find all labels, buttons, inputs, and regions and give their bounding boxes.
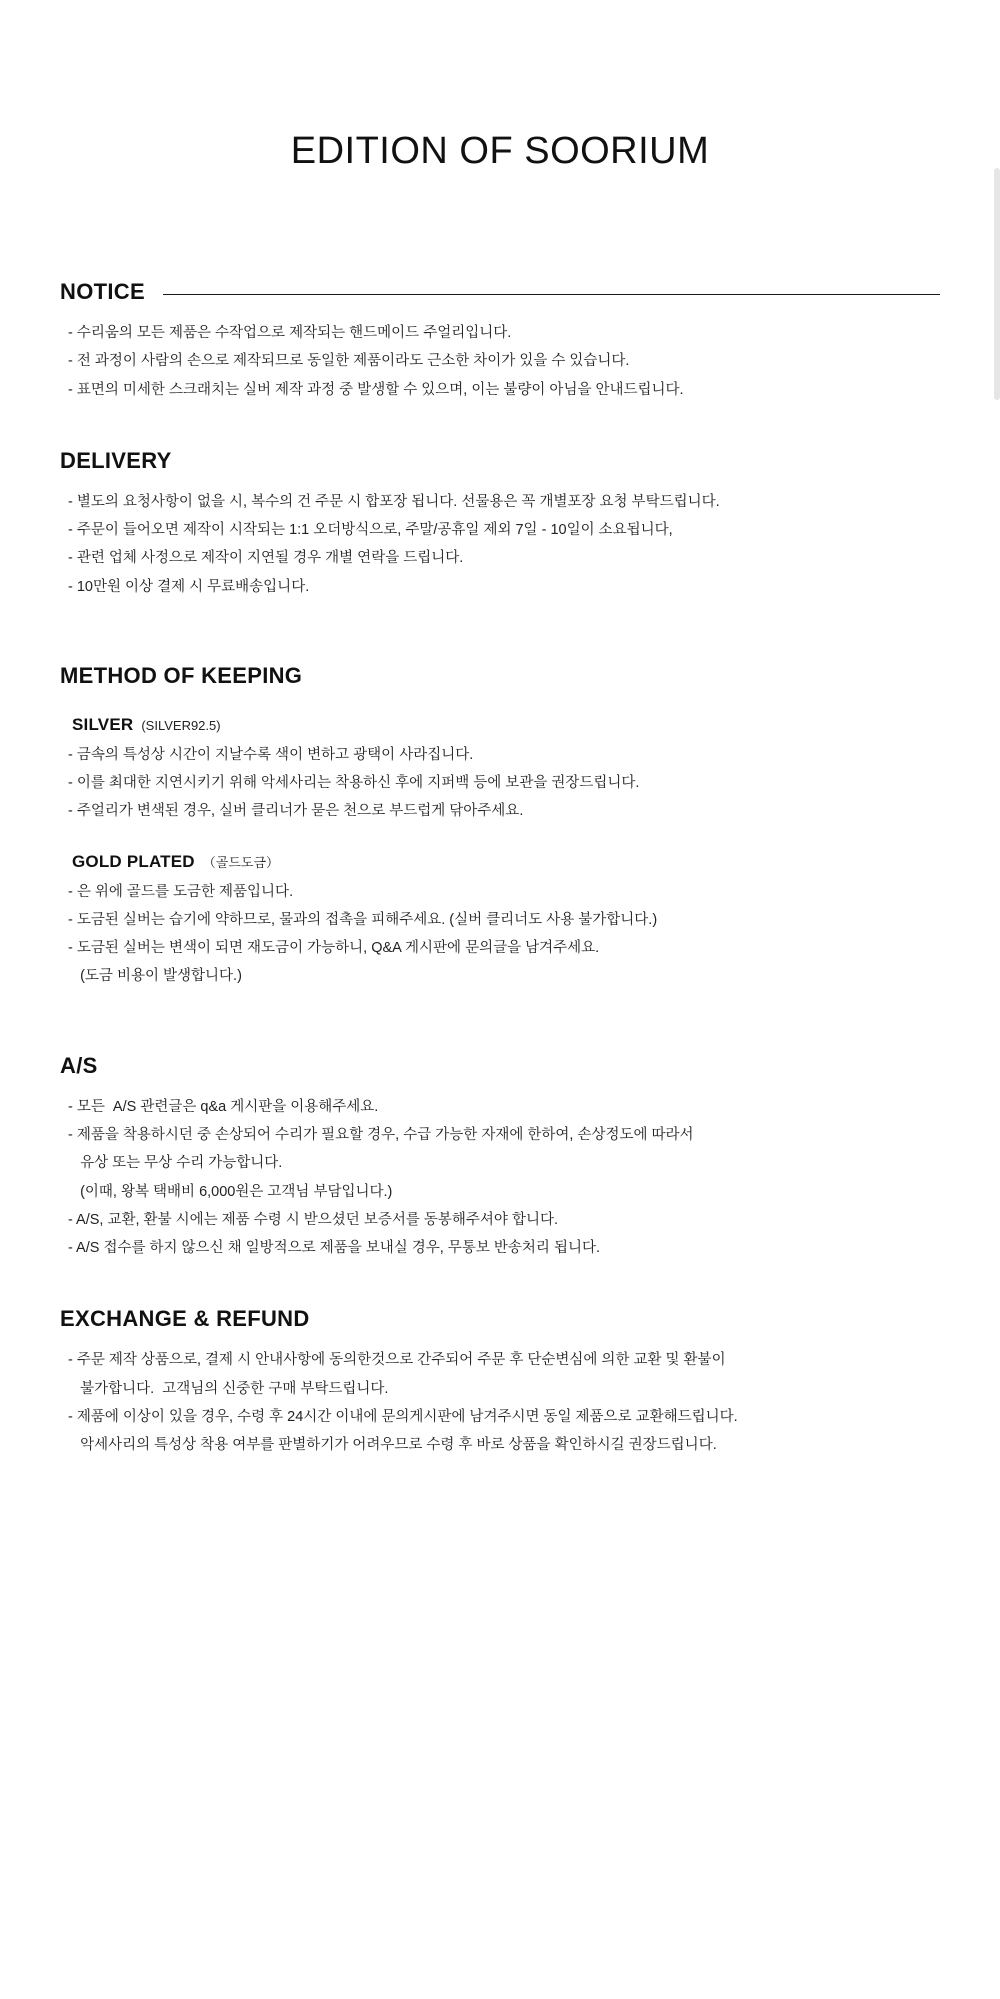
text-line: - 제품을 착용하시던 중 손상되어 수리가 필요할 경우, 수급 가능한 자재에 한하여, 손상정도에 따라서	[68, 1126, 694, 1143]
text-line: (도금 비용이 발생합니다.)	[68, 968, 242, 985]
section-delivery	[60, 448, 940, 601]
text-line: - 금속의 특성상 시간이 지날수록 색이 변하고 광택이 사라집니다.	[68, 746, 474, 763]
brand-title: EDITION OF SOORIUM	[290, 130, 710, 172]
section-method-of-keeping	[60, 663, 940, 991]
section-title: METHOD OF KEEPING	[60, 662, 303, 688]
spacer	[60, 1262, 940, 1306]
section-header	[60, 663, 940, 689]
text-line: - 주문이 들어오면 제작이 시작되는 1:1 오더방식으로, 주말/공휴일 제외 7일 - 10일이 소요됩니다,	[68, 522, 673, 539]
subsection-title: GOLD PLATED	[72, 851, 195, 871]
scrollbar[interactable]	[994, 168, 1000, 400]
spacer	[60, 404, 940, 448]
text-line: - A/S, 교환, 환불 시에는 제품 수령 시 받으셨던 보증서를 동봉해주셔야 합니다.	[68, 1211, 559, 1228]
spacer	[60, 991, 940, 1053]
subsection-title: SILVER	[72, 714, 134, 734]
text-line: 불가합니다. 고객님의 신중한 구매 부탁드립니다.	[68, 1380, 389, 1397]
text-line: - 표면의 미세한 스크래치는 실버 제작 과정 중 발생할 수 있으며, 이는 불량이 아님을 안내드립니다.	[68, 381, 684, 398]
subsection-body	[60, 741, 940, 826]
subsection-header	[60, 715, 940, 735]
subsection-body	[60, 878, 940, 991]
text-line: - 은 위에 골드를 도금한 제품입니다.	[68, 883, 294, 900]
section-notice	[60, 279, 940, 404]
text-line: - 이를 최대한 지연시키기 위해 악세사리는 착용하신 후에 지퍼백 등에 보관을 권장드립니다.	[68, 775, 640, 792]
text-line: - 주얼리가 변색된 경우, 실버 클리너가 묻은 천으로 부드럽게 닦아주세요.	[68, 803, 524, 820]
subsection-note: （골드도금）	[202, 854, 280, 870]
text-line: (이때, 왕복 택배비 6,000원은 고객님 부담입니다.)	[68, 1183, 393, 1200]
section-body	[60, 319, 940, 404]
section-title: DELIVERY	[60, 447, 172, 473]
section-divider	[163, 294, 940, 295]
spacer	[60, 601, 940, 663]
section-title: A/S	[60, 1052, 98, 1078]
text-line: - 모든 A/S 관련글은 q&a 게시판을 이용해주세요.	[68, 1098, 379, 1115]
section-header	[60, 1306, 940, 1332]
text-line: - 별도의 요청사항이 없을 시, 복수의 건 주문 시 합포장 됩니다. 선물용은 꼭 개별포장 요청 부탁드립니다.	[68, 493, 720, 510]
section-exchange-refund	[60, 1306, 940, 1459]
content-area	[0, 173, 1000, 1503]
text-line: - 수리움의 모든 제품은 수작업으로 제작되는 핸드메이드 주얼리입니다.	[68, 325, 512, 341]
section-body	[60, 488, 940, 601]
section-body	[60, 1346, 940, 1459]
section-body	[60, 1093, 940, 1263]
text-line: - 관련 업체 사정으로 제작이 지연될 경우 개별 연락을 드립니다.	[68, 550, 464, 567]
subsection-header	[60, 852, 940, 872]
subsection-gold-plated	[60, 852, 940, 991]
subsection-silver	[60, 715, 940, 826]
section-header	[60, 1053, 940, 1079]
text-line: 악세사리의 특성상 착용 여부를 판별하기가 어려우므로 수령 후 바로 상품을 확인하시길 권장드립니다.	[68, 1437, 717, 1454]
section-header	[60, 279, 940, 305]
text-line: - 주문 제작 상품으로, 결제 시 안내사항에 동의한것으로 간주되어 주문 후 단순변심에 의한 교환 및 환불이	[68, 1352, 726, 1369]
text-line: - 도금된 실버는 습기에 약하므로, 물과의 접촉을 피해주세요. (실버 클리너도 사용 불가합니다.)	[68, 911, 658, 928]
subsection-note: (SILVER92.5)	[141, 717, 221, 733]
spacer	[60, 173, 940, 235]
spacer	[60, 235, 940, 279]
section-header	[60, 448, 940, 474]
text-line: - A/S 접수를 하지 않으신 채 일방적으로 제품을 보내실 경우, 무통보 반송처리 됩니다.	[68, 1240, 601, 1257]
text-line: 유상 또는 무상 수리 가능합니다.	[68, 1155, 283, 1172]
section-title: NOTICE	[60, 279, 145, 304]
text-line: - 도금된 실버는 변색이 되면 재도금이 가능하니, Q&A 게시판에 문의글을 남겨주세요.	[68, 940, 600, 957]
text-line: - 전 과정이 사람의 손으로 제작되므로 동일한 제품이라도 근소한 차이가 있을 수 있습니다.	[68, 353, 630, 370]
text-line: - 10만원 이상 결제 시 무료배송입니다.	[68, 578, 310, 595]
section-as	[60, 1053, 940, 1263]
section-title: EXCHANGE & REFUND	[60, 1306, 310, 1332]
text-line: - 제품에 이상이 있을 경우, 수령 후 24시간 이내에 문의게시판에 남겨주시면 동일 제품으로 교환해드립니다.	[68, 1408, 738, 1425]
spacer	[60, 1459, 940, 1503]
